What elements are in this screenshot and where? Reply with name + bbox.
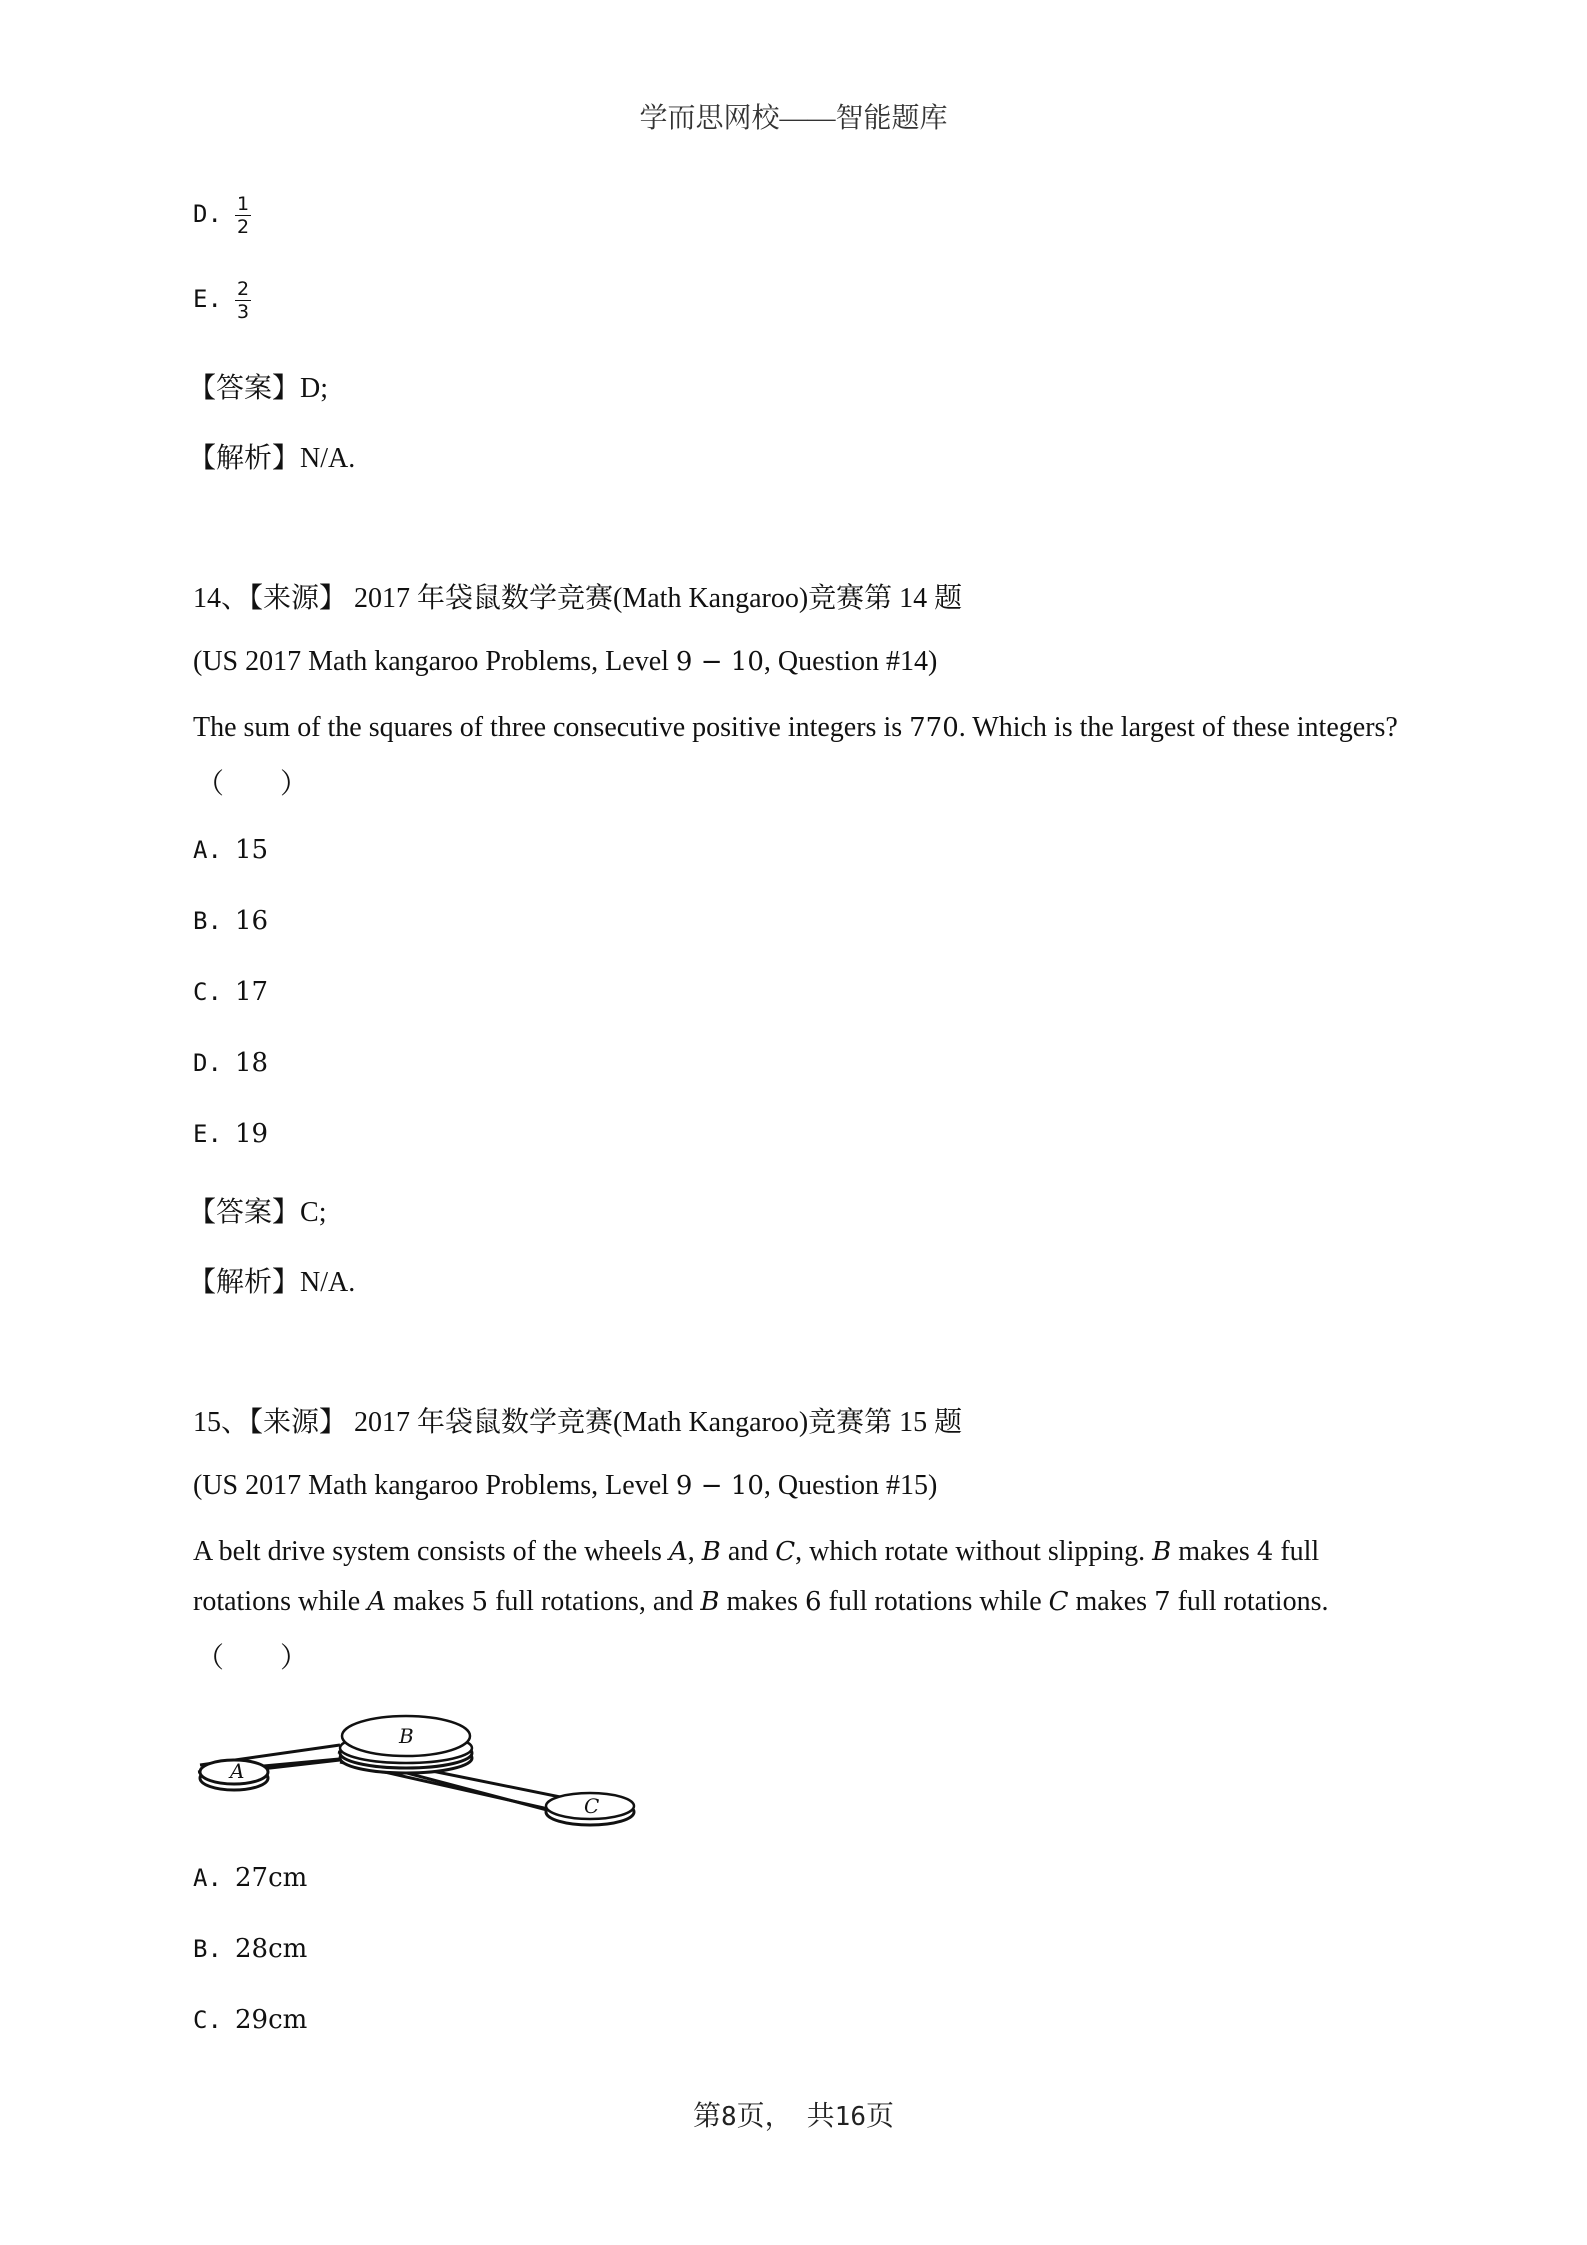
stem-text: makes [1068, 1586, 1155, 1617]
stem-number: 7 [1154, 1587, 1171, 1617]
page-suffix: 页 [865, 2101, 894, 2132]
q14-option-e [193, 1118, 268, 1150]
q14-analysis [188, 1260, 355, 1300]
fraction-numerator: 2 [237, 278, 250, 300]
stem-math: B [1152, 1537, 1172, 1567]
stem-math: C [1048, 1587, 1069, 1617]
subtitle-text: (US 2017 Math kangaroo Problems, Level [193, 646, 676, 677]
q15-option-c [193, 2004, 307, 2036]
question-number: 14、 [193, 583, 250, 614]
stem-math: B [701, 1537, 721, 1567]
option-value: 18 [235, 1048, 269, 1078]
stem-number: 5 [471, 1587, 489, 1617]
q15-option-a [193, 1862, 307, 1894]
source-text: 2017 年袋鼠数学竞赛(Math Kangaroo)竞赛第 14 题 [354, 583, 963, 614]
stem-math: B [700, 1587, 720, 1617]
analysis-value: N/A. [300, 443, 356, 474]
q14-stem [193, 712, 1398, 744]
page-number: 8 [721, 2102, 737, 2132]
q14-answer [188, 1190, 326, 1230]
stem-text: makes [719, 1586, 805, 1617]
fraction-numerator: 1 [237, 193, 250, 215]
stem-math: A [367, 1587, 386, 1617]
stem-text: full [1273, 1536, 1320, 1567]
option-letter: E. [193, 1120, 222, 1148]
wheel-label-a: A [230, 1759, 245, 1783]
page-total: 16 [834, 2102, 866, 2132]
q14-option-b [193, 905, 268, 937]
source-label: 【来源】 [249, 583, 348, 614]
q15-stem-line-2 [193, 1586, 1328, 1618]
q14-subtitle [193, 646, 937, 678]
stem-text: and [720, 1536, 776, 1567]
fraction-denominator: 3 [237, 301, 250, 323]
prev-answer [188, 366, 328, 406]
q14-option-a [193, 834, 268, 866]
stem-math: 770 [909, 713, 959, 743]
option-value: 16 [235, 906, 269, 936]
option-value: 28cm [235, 1934, 308, 1964]
option-letter: B. [193, 907, 222, 935]
stem-math: C [775, 1537, 796, 1567]
subtitle-text: (US 2017 Math kangaroo Problems, Level [193, 1470, 676, 1501]
stem-text-end: . Which is the largest of these integers? [958, 712, 1398, 743]
q14-blank: （ ） [196, 769, 309, 800]
stem-text: makes [1171, 1536, 1257, 1567]
analysis-label: 【解析】 [188, 1267, 301, 1298]
option-letter: A. [193, 1864, 222, 1892]
q14-source-line [193, 576, 962, 616]
answer-value: C; [300, 1197, 327, 1228]
wheel-label-c: C [584, 1794, 600, 1818]
stem-text: full rotations while [821, 1586, 1049, 1617]
source-label: 【来源】 [249, 1407, 348, 1438]
page-prefix: 第 [692, 2101, 721, 2132]
stem-text: rotations while [193, 1586, 368, 1617]
analysis-value: N/A. [300, 1267, 356, 1298]
option-letter: A. [193, 836, 222, 864]
page-footer [0, 2094, 1587, 2134]
analysis-label: 【解析】 [188, 443, 301, 474]
q14-option-c [193, 976, 268, 1008]
stem-text: , which rotate without slipping. [795, 1536, 1153, 1567]
fraction-denominator: 2 [237, 216, 250, 238]
subtitle-math: 9 − 10 [675, 1471, 764, 1501]
stem-text: A belt drive system consists of the wheels [193, 1536, 669, 1567]
option-letter: D. [193, 199, 222, 228]
option-value: 29cm [235, 2005, 308, 2035]
answer-label: 【答案】 [188, 1197, 301, 1228]
option-letter: C. [193, 978, 222, 1006]
page-header: 学而思网校——智能题库 [639, 103, 948, 134]
stem-text: full rotations. [1170, 1586, 1329, 1617]
prev-analysis [188, 436, 355, 476]
page-mid: 页， 共 [736, 2101, 835, 2132]
q15-subtitle [193, 1470, 937, 1502]
option-value: 27cm [235, 1863, 308, 1893]
stem-number: 6 [805, 1587, 822, 1617]
option-letter: C. [193, 2006, 222, 2034]
source-text: 2017 年袋鼠数学竞赛(Math Kangaroo)竞赛第 15 题 [354, 1407, 963, 1438]
stem-text: The sum of the squares of three consecutive positive integers is [193, 712, 910, 743]
fraction [235, 278, 251, 323]
wheel-label-b: B [399, 1724, 414, 1748]
option-letter: B. [193, 1935, 222, 1963]
answer-value: D; [300, 373, 329, 404]
question-number: 15、 [193, 1407, 250, 1438]
q15-option-b [193, 1933, 307, 1965]
option-value: 19 [235, 1119, 269, 1149]
q14-option-d [193, 1047, 268, 1079]
option-e-prev [193, 278, 251, 323]
subtitle-text-end: , Question #14) [763, 646, 938, 677]
stem-number: 4 [1256, 1537, 1274, 1567]
stem-math: A [668, 1537, 688, 1567]
subtitle-math: 9 − 10 [675, 647, 764, 677]
subtitle-text-end: , Question #15) [763, 1470, 938, 1501]
q15-stem-line-1 [193, 1536, 1319, 1568]
q15-source-line [193, 1400, 962, 1440]
q15-blank: （ ） [196, 1643, 309, 1674]
option-letter: D. [193, 1049, 222, 1077]
stem-text: makes [385, 1586, 472, 1617]
option-d-prev [193, 193, 251, 238]
answer-label: 【答案】 [188, 373, 301, 404]
option-letter: E. [193, 284, 222, 313]
stem-text: , [687, 1536, 702, 1567]
stem-text: full rotations, and [488, 1586, 701, 1617]
belt-drive-figure [190, 1700, 650, 1830]
fraction [235, 193, 251, 238]
option-value: 15 [235, 835, 269, 865]
option-value: 17 [235, 977, 269, 1007]
